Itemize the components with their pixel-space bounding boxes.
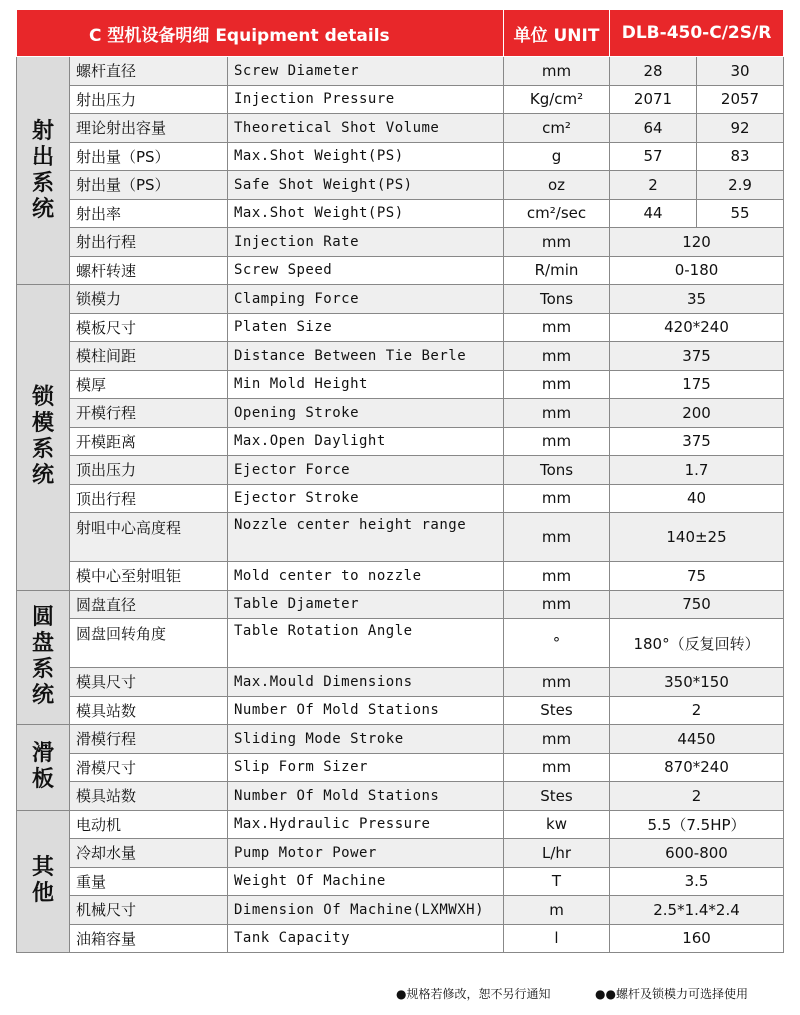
param-name-en: Opening Stroke: [228, 399, 504, 428]
param-name-cn: 圆盘回转角度: [70, 619, 228, 668]
param-value: 750: [610, 590, 784, 619]
param-unit: cm²/sec: [504, 199, 610, 228]
param-unit: m: [504, 896, 610, 925]
param-value: 40: [610, 484, 784, 513]
param-name-cn: 滑模行程: [70, 725, 228, 754]
param-name-cn: 顶出压力: [70, 456, 228, 485]
param-value: 350*150: [610, 668, 784, 697]
param-name-en: Max.Mould Dimensions: [228, 668, 504, 697]
table-row: [17, 228, 784, 257]
param-value: 175: [610, 370, 784, 399]
param-name-cn: 冷却水量: [70, 839, 228, 868]
param-value: 375: [610, 427, 784, 456]
param-name-cn: 开模距离: [70, 427, 228, 456]
param-name-cn: 射出行程: [70, 228, 228, 257]
header-row: [17, 10, 784, 57]
param-name-cn: 射出量（PS）: [70, 171, 228, 200]
param-unit: mm: [504, 562, 610, 591]
param-name-en: Table Rotation Angle: [228, 619, 504, 668]
param-name-en: Dimension Of Machine(LXMWXH): [228, 896, 504, 925]
param-value: 0-180: [610, 256, 784, 285]
param-name-cn: 模具站数: [70, 696, 228, 725]
table-row: [17, 753, 784, 782]
param-value-b: 92: [697, 114, 784, 143]
param-unit: °: [504, 619, 610, 668]
param-value-b: 30: [697, 57, 784, 86]
param-unit: mm: [504, 753, 610, 782]
param-name-cn: 射出压力: [70, 85, 228, 114]
table-row: [17, 342, 784, 371]
param-name-en: Number Of Mold Stations: [228, 696, 504, 725]
unit-header: 单位 UNIT: [504, 10, 610, 57]
param-name-en: Number Of Mold Stations: [228, 782, 504, 811]
param-name-en: Nozzle center height range: [228, 513, 504, 562]
spec-table: [16, 9, 784, 953]
param-value: 2: [610, 696, 784, 725]
param-unit: mm: [504, 427, 610, 456]
param-value-a: 2: [610, 171, 697, 200]
param-unit: mm: [504, 57, 610, 86]
table-row: [17, 427, 784, 456]
param-value-a: 2071: [610, 85, 697, 114]
param-name-cn: 模具尺寸: [70, 668, 228, 697]
param-name-cn: 油箱容量: [70, 924, 228, 953]
table-row: [17, 456, 784, 485]
param-unit: mm: [504, 513, 610, 562]
param-name-en: Max.Hydraulic Pressure: [228, 810, 504, 839]
param-name-en: Weight Of Machine: [228, 867, 504, 896]
param-unit: cm²: [504, 114, 610, 143]
param-name-en: Screw Speed: [228, 256, 504, 285]
param-value-a: 64: [610, 114, 697, 143]
param-name-cn: 电动机: [70, 810, 228, 839]
param-unit: mm: [504, 668, 610, 697]
param-value: 4450: [610, 725, 784, 754]
section-label-text: 圆盘系统: [31, 605, 54, 709]
param-unit: R/min: [504, 256, 610, 285]
param-value: 2: [610, 782, 784, 811]
param-name-en: Platen Size: [228, 313, 504, 342]
param-value: 120: [610, 228, 784, 257]
section-label-text: 锁模系统: [31, 385, 54, 489]
param-value: 3.5: [610, 867, 784, 896]
equipment-spec-sheet: [16, 9, 783, 953]
param-value-b: 55: [697, 199, 784, 228]
table-row: [17, 57, 784, 86]
param-name-en: Ejector Force: [228, 456, 504, 485]
param-unit: mm: [504, 590, 610, 619]
table-row: [17, 725, 784, 754]
param-name-cn: 射出率: [70, 199, 228, 228]
section-label-text: 射出系统: [31, 118, 54, 222]
param-value: 160: [610, 924, 784, 953]
param-value: 180°（反复回转）: [610, 619, 784, 668]
param-name-en: Mold center to nozzle: [228, 562, 504, 591]
section-label-text: 其他: [31, 855, 54, 907]
param-name-en: Pump Motor Power: [228, 839, 504, 868]
param-value: 420*240: [610, 313, 784, 342]
param-unit: Stes: [504, 696, 610, 725]
param-name-cn: 理论射出容量: [70, 114, 228, 143]
param-value: 2.5*1.4*2.4: [610, 896, 784, 925]
param-name-en: Clamping Force: [228, 285, 504, 314]
table-row: [17, 924, 784, 953]
table-row: [17, 668, 784, 697]
param-name-cn: 螺杆转速: [70, 256, 228, 285]
param-name-cn: 模柱间距: [70, 342, 228, 371]
table-row: [17, 85, 784, 114]
param-unit: oz: [504, 171, 610, 200]
param-unit: mm: [504, 228, 610, 257]
table-row: [17, 114, 784, 143]
table-row: [17, 896, 784, 925]
param-name-cn: 机械尺寸: [70, 896, 228, 925]
model-header: DLB-450-C/2S/R: [610, 10, 784, 57]
param-name-cn: 滑模尺寸: [70, 753, 228, 782]
param-name-en: Ejector Stroke: [228, 484, 504, 513]
param-value-b: 2.9: [697, 171, 784, 200]
footnote-spec-change: ●规格若修改，恕不另行通知: [396, 987, 551, 1001]
section-label-text: 滑板: [31, 741, 54, 793]
table-row: [17, 313, 784, 342]
table-row: [17, 370, 784, 399]
param-unit: mm: [504, 342, 610, 371]
param-value: 1.7: [610, 456, 784, 485]
table-row: [17, 199, 784, 228]
param-name-cn: 模板尺寸: [70, 313, 228, 342]
param-value: 200: [610, 399, 784, 428]
param-unit: mm: [504, 725, 610, 754]
param-name-en: Distance Between Tie Berle: [228, 342, 504, 371]
param-name-cn: 射咀中心高度程: [70, 513, 228, 562]
table-row: [17, 562, 784, 591]
param-unit: Tons: [504, 456, 610, 485]
param-value: 5.5（7.5HP）: [610, 810, 784, 839]
param-unit: kw: [504, 810, 610, 839]
table-row: [17, 256, 784, 285]
table-row: [17, 399, 784, 428]
param-unit: mm: [504, 313, 610, 342]
param-value: 375: [610, 342, 784, 371]
table-row: [17, 782, 784, 811]
section-label: [17, 285, 70, 591]
param-value: 35: [610, 285, 784, 314]
table-row: [17, 619, 784, 668]
param-name-en: Injection Rate: [228, 228, 504, 257]
param-name-cn: 重量: [70, 867, 228, 896]
param-name-cn: 模中心至射咀钜: [70, 562, 228, 591]
param-value: 600-800: [610, 839, 784, 868]
table-row: [17, 285, 784, 314]
footnote-options: ●●螺杆及锁模力可选择使用: [595, 987, 748, 1001]
param-unit: mm: [504, 399, 610, 428]
table-title: C 型机设备明细 Equipment details: [17, 10, 504, 57]
param-name-cn: 螺杆直径: [70, 57, 228, 86]
table-row: [17, 810, 784, 839]
param-name-en: Sliding Mode Stroke: [228, 725, 504, 754]
param-name-cn: 开模行程: [70, 399, 228, 428]
param-unit: Stes: [504, 782, 610, 811]
section-label: [17, 725, 70, 811]
param-unit: Kg/cm²: [504, 85, 610, 114]
param-name-en: Max.Shot Weight(PS): [228, 142, 504, 171]
table-row: [17, 839, 784, 868]
param-value: 140±25: [610, 513, 784, 562]
table-row: [17, 590, 784, 619]
param-name-en: Slip Form Sizer: [228, 753, 504, 782]
param-name-en: Tank Capacity: [228, 924, 504, 953]
param-name-en: Injection Pressure: [228, 85, 504, 114]
section-label: [17, 57, 70, 285]
param-unit: T: [504, 867, 610, 896]
param-name-cn: 射出量（PS）: [70, 142, 228, 171]
table-row: [17, 142, 784, 171]
table-row: [17, 867, 784, 896]
param-value: 870*240: [610, 753, 784, 782]
param-value-b: 2057: [697, 85, 784, 114]
param-unit: mm: [504, 370, 610, 399]
param-unit: L/hr: [504, 839, 610, 868]
param-name-en: Safe Shot Weight(PS): [228, 171, 504, 200]
table-row: [17, 171, 784, 200]
table-row: [17, 513, 784, 562]
param-name-en: Min Mold Height: [228, 370, 504, 399]
param-name-cn: 模厚: [70, 370, 228, 399]
param-name-cn: 模具站数: [70, 782, 228, 811]
param-value-b: 83: [697, 142, 784, 171]
table-row: [17, 484, 784, 513]
param-name-en: Max.Shot Weight(PS): [228, 199, 504, 228]
param-value-a: 57: [610, 142, 697, 171]
param-name-cn: 顶出行程: [70, 484, 228, 513]
table-row: [17, 696, 784, 725]
param-unit: g: [504, 142, 610, 171]
param-name-cn: 锁模力: [70, 285, 228, 314]
param-name-en: Table Djameter: [228, 590, 504, 619]
param-unit: mm: [504, 484, 610, 513]
param-unit: l: [504, 924, 610, 953]
param-name-en: Screw Diameter: [228, 57, 504, 86]
param-name-cn: 圆盘直径: [70, 590, 228, 619]
param-unit: Tons: [504, 285, 610, 314]
param-name-en: Theoretical Shot Volume: [228, 114, 504, 143]
param-value-a: 28: [610, 57, 697, 86]
param-value: 75: [610, 562, 784, 591]
section-label: [17, 810, 70, 953]
param-name-en: Max.Open Daylight: [228, 427, 504, 456]
param-value-a: 44: [610, 199, 697, 228]
section-label: [17, 590, 70, 725]
